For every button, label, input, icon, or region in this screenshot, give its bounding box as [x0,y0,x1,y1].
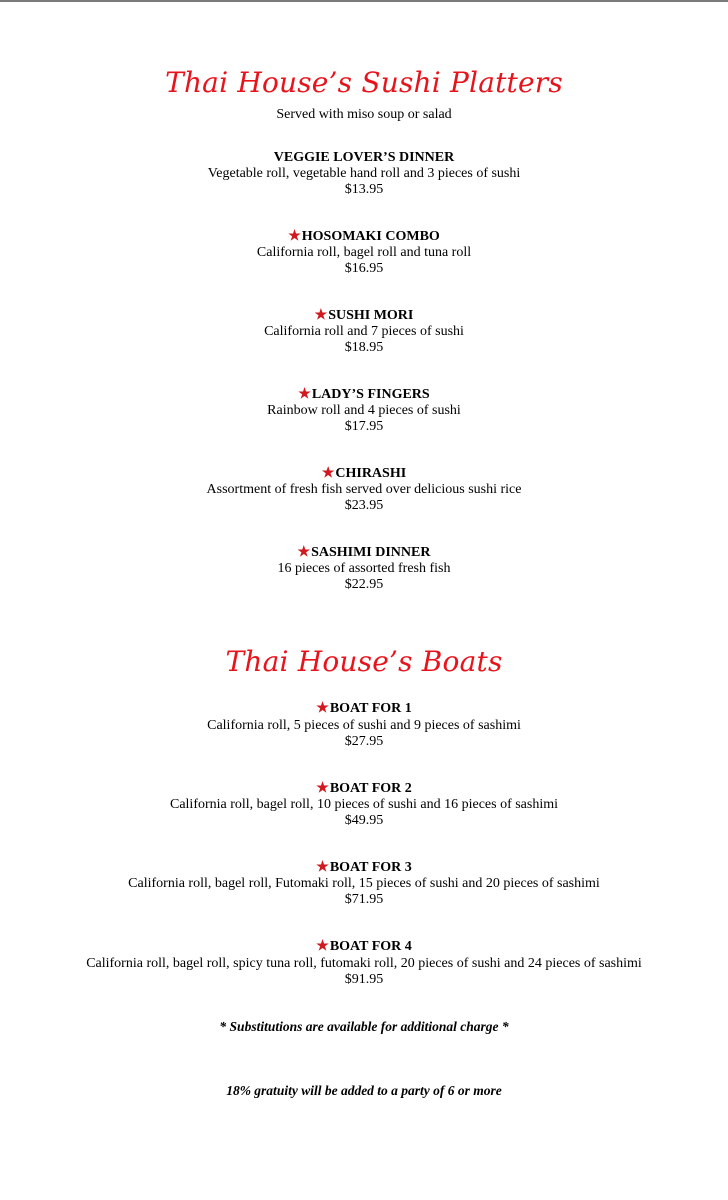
menu-item-name [0,466,728,482]
item-name-text: BOAT FOR 3 [329,860,412,875]
star-icon: ★ [316,860,329,875]
menu-item-name [0,939,728,955]
menu-item-price: $27.95 [344,734,384,749]
menu-item-name [0,545,728,561]
menu-item-description: Rainbow roll and 4 pieces of sushi [267,403,461,418]
star-icon: ★ [316,701,329,716]
menu-item-price: $16.95 [344,261,384,276]
menu-item-name [0,860,728,876]
menu-item-price: $17.95 [344,419,384,434]
menu-item-description: California roll, bagel roll, spicy tuna roll, futomaki roll, 20 pieces of sushi and 24 pieces of sashimi [86,956,642,971]
item-name-text: SUSHI MORI [328,308,414,323]
item-name-text: BOAT FOR 4 [329,939,412,954]
menu-item-description: California roll, bagel roll and tuna roll [256,245,472,260]
menu-item-description: California roll, bagel roll, 10 pieces of sushi and 16 pieces of sashimi [169,797,559,812]
menu-item-price: $71.95 [344,892,384,907]
item-name-text: BOAT FOR 1 [329,701,412,716]
item-name-text: BOAT FOR 2 [329,781,412,796]
star-icon: ★ [321,466,335,481]
menu-item-description: Vegetable roll, vegetable hand roll and 3 pieces of sushi [207,166,521,181]
menu-item-price: $91.95 [344,972,384,987]
star-icon: ★ [288,229,301,244]
menu-item-description: 16 pieces of assorted fresh fish [277,561,451,576]
item-name-text: LADY’S FINGERS [311,387,430,402]
item-name-text: SASHIMI DINNER [311,545,431,560]
item-name-text: CHIRASHI [335,466,407,481]
menu-item-name [0,701,728,717]
star-icon: ★ [314,308,328,323]
substitutions-note: * Substitutions are available for additional charge * [219,1019,509,1034]
menu-item-description: California roll, bagel roll, Futomaki roll, 15 pieces of sushi and 20 pieces of sashimi [128,876,600,891]
star-icon: ★ [297,545,311,560]
gratuity-note: 18% gratuity will be added to a party of 6 or more [226,1083,502,1098]
menu-item-name [0,308,728,324]
menu-item-name [0,150,728,166]
menu-item-price: $13.95 [344,182,384,197]
menu-item-name [0,229,728,245]
menu-item-description: California roll, 5 pieces of sushi and 9 pieces of sashimi [207,718,521,733]
menu-item-name [0,781,728,797]
menu-item-description: California roll and 7 pieces of sushi [264,324,464,339]
star-icon: ★ [298,387,311,402]
star-icon: ★ [316,939,329,954]
menu-item-price: $18.95 [344,340,384,355]
menu-item-price: $49.95 [344,813,384,828]
menu-item-price: $23.95 [344,498,384,513]
platters-title: Thai House’s Sushi Platters [165,66,563,99]
platters-subtitle: Served with miso soup or salad [276,107,452,122]
item-name-text: HOSOMAKI COMBO [301,229,440,244]
star-icon: ★ [316,781,329,796]
menu-item-name [0,387,728,403]
boats-title: Thai House’s Boats [225,645,503,678]
menu-item-description: Assortment of fresh fish served over delicious sushi rice [206,482,522,497]
item-name-text: VEGGIE LOVER’S DINNER [273,150,455,165]
menu-item-price: $22.95 [344,577,384,592]
top-divider [0,0,728,2]
